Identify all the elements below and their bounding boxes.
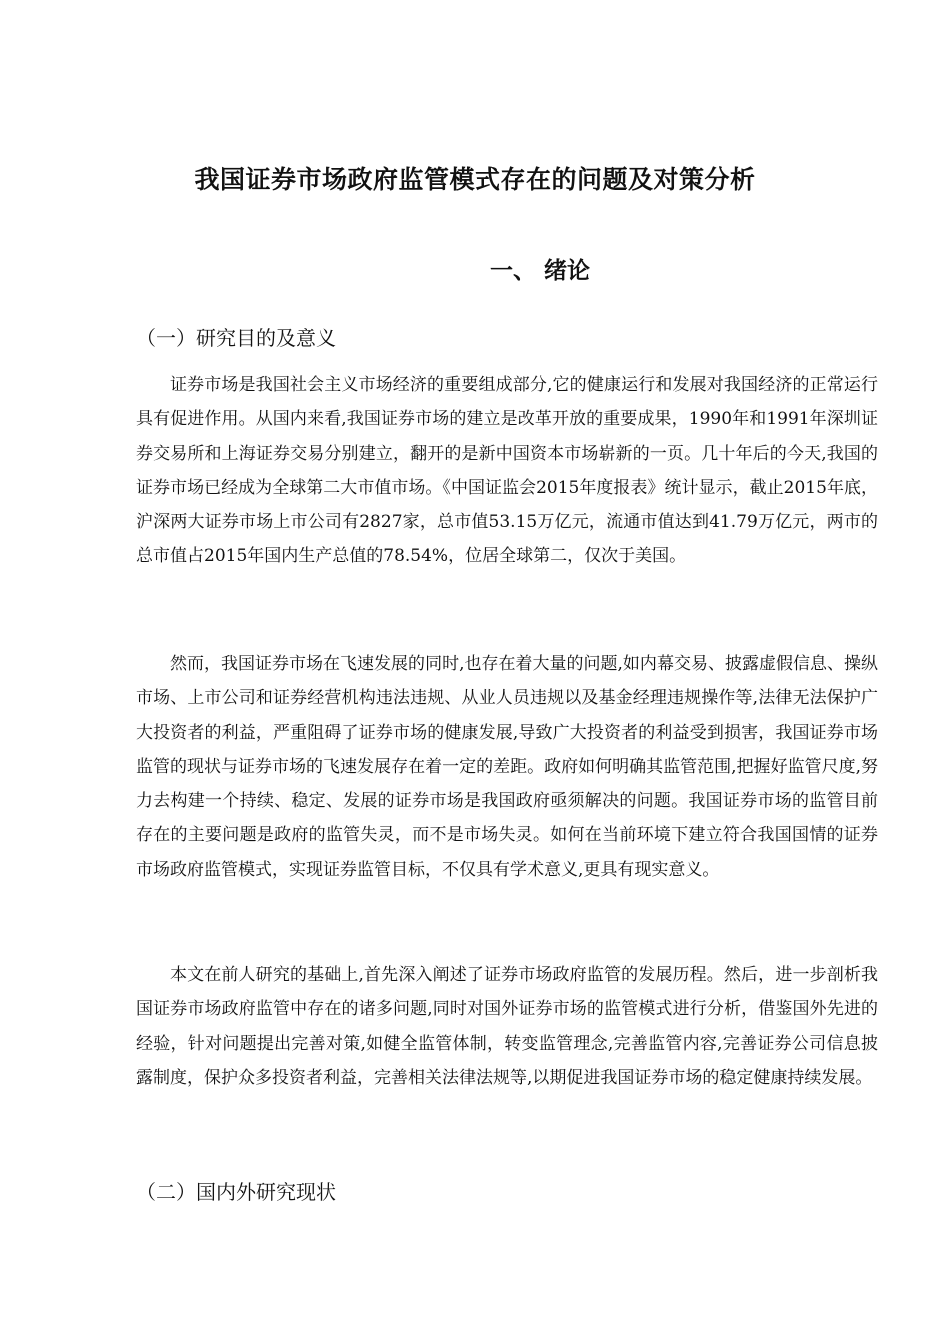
paragraph: 证券市场是我国社会主义市场经济的重要组成部分,它的健康运行和发展对我国经济的正常运行具有促进作用。从国内来看,我国证券市场的建立是改革开放的重要成果，1990年和1991年深圳证券交易所和上海证券交易分别建立，翻开的是新中国资本市场崭新的一页。几十年后的今天,我国的证券市场已经成为全球第二大市值市场。《中国证监会2015年度报表》统计显示，截止2015年底，沪深两大证券市场上市公司有2827家，总市值53.15万亿元，流通市值达到41.79万亿元，两市的总市值占2015年国内生产总值的78.54%，位居全球第二，仅次于美国。: [136, 375, 878, 567]
document-title: 我国证券市场政府监管模式存在的问题及对策分析: [194, 165, 756, 194]
paragraph: 然而，我国证券市场在飞速发展的同时,也存在着大量的问题,如内幕交易、披露虚假信息、操纵市场、上市公司和证券经营机构违法违规、从业人员违规以及基金经理违规操作等,法律无法保护广大投资者的利益，严重阻碍了证券市场的健康发展,导致广大投资者的利益受到损害，我国证券市场监管的现状与证券市场的飞速发展存在着一定的差距。政府如何明确其监管范围,把握好监管尺度,努力去构建一个持续、稳定、发展的证券市场是我国政府亟须解决的问题。我国证券市场的监管目前存在的主要问题是政府的监管失灵，而不是市场失灵。如何在当前环境下建立符合我国国情的证券市场政府监管模式，实现证券监管目标，不仅具有学术意义,更具有现实意义。: [136, 654, 878, 880]
chapter-heading: 一、 绪论: [489, 258, 590, 284]
section-heading-research-purpose: （一）研究目的及意义: [136, 326, 336, 350]
section-heading-research-status: （二）国内外研究现状: [136, 1180, 336, 1204]
paragraph: 本文在前人研究的基础上,首先深入阐述了证券市场政府监管的发展历程。然后，进一步剖析我国证券市场政府监管中存在的诸多问题,同时对国外证券市场的监管模式进行分析，借鉴国外先进的经验，针对问题提出完善对策,如健全监管体制，转变监管理念,完善监管内容,完善证券公司信息披露制度，保护众多投资者利益，完善相关法律法规等,以期促进我国证券市场的稳定健康持续发展。: [136, 965, 878, 1088]
